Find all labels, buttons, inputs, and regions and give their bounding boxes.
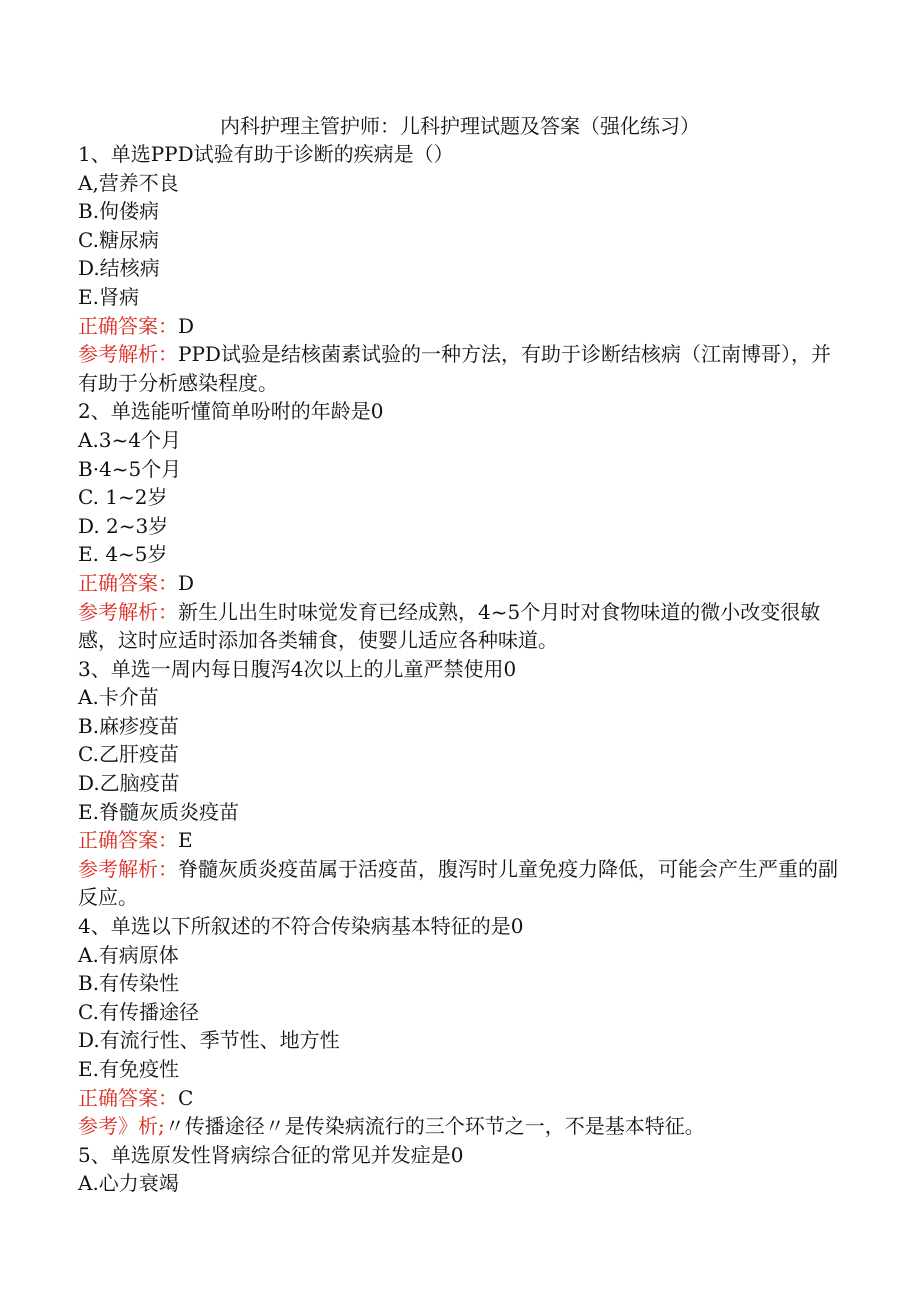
answer-option: A.有病原体 xyxy=(78,942,179,967)
answer-option: E. 4~5岁 xyxy=(78,542,168,567)
question-block xyxy=(78,140,838,397)
question-block xyxy=(78,397,838,654)
document-title: 内科护理主管护师：儿科护理试题及答案（强化练习） xyxy=(220,114,700,138)
question-stem: 4、单选以下所叙述的不符合传染病基本特征的是0 xyxy=(78,914,524,939)
analysis-text: 〃传播途径〃是传染病流行的三个环节之一，不是基本特征。 xyxy=(164,1114,705,1139)
answer-option: D.结核病 xyxy=(78,256,160,281)
answer-option: A.卡介苗 xyxy=(78,685,159,710)
correct-answer xyxy=(78,826,838,855)
answer-option: B.佝偻病 xyxy=(78,199,160,224)
analysis-label: 参考解析： xyxy=(78,599,178,624)
answer-option: D.乙脑疫苗 xyxy=(78,771,180,796)
analysis-text: 新生儿出生时味觉发育已经成熟，4~5个月时对食物味道的微小改变很敏感，这时应适时添加各类辅食，使婴儿适应各种味道。 xyxy=(78,599,821,653)
correct-answer xyxy=(78,1084,838,1113)
analysis-label: 参考解析： xyxy=(78,342,178,367)
answer-option: D. 2~3岁 xyxy=(78,513,169,538)
question-list xyxy=(78,140,838,1198)
correct-answer-label: 正确答案： xyxy=(78,1085,178,1110)
correct-answer-label: 正确答案： xyxy=(78,313,178,338)
correct-answer-value: D xyxy=(178,313,195,338)
question-stem: 5、单选原发性肾病综合征的常见并发症是0 xyxy=(78,1142,464,1167)
answer-option: E.肾病 xyxy=(78,284,139,309)
question-block xyxy=(78,912,838,1141)
answer-option: B·4~5个月 xyxy=(78,456,182,481)
correct-answer-label: 正确答案： xyxy=(78,828,178,853)
question-stem: 2、单选能听懂简单吩咐的年龄是0 xyxy=(78,399,384,424)
answer-option: A.心力衰竭 xyxy=(78,1171,179,1196)
analysis-text: 脊髓灰质炎疫苗属于活疫苗，腹泻时儿童免疫力降低，可能会产生严重的副反应。 xyxy=(78,856,838,910)
question-block xyxy=(78,655,838,912)
answer-option: E.脊髓灰质炎疫苗 xyxy=(78,799,239,824)
answer-option: D.有流行性、季节性、地方性 xyxy=(78,1028,340,1053)
answer-option: E.有免疫性 xyxy=(78,1057,179,1081)
question-stem: 1、单选PPD试验有助于诊断的疾病是（） xyxy=(78,142,454,166)
analysis xyxy=(78,340,838,397)
answer-option: A.3~4个月 xyxy=(78,427,182,452)
correct-answer-value: D xyxy=(178,570,195,595)
answer-option: A,营养不良 xyxy=(78,170,179,195)
question-stem: 3、单选一周内每日腹泻4次以上的儿童严禁使用0 xyxy=(78,656,517,681)
analysis-text: PPD试验是结核菌素试验的一种方法，有助于诊断结核病（江南博哥），并有助于分析感染程度。 xyxy=(78,342,831,395)
analysis xyxy=(78,598,838,655)
analysis-label: 参考解析： xyxy=(78,856,178,881)
answer-option: C.乙肝疫苗 xyxy=(78,742,179,767)
correct-answer xyxy=(78,569,838,598)
answer-option: B.麻疹疫苗 xyxy=(78,713,180,738)
answer-option: B.有传染性 xyxy=(78,971,180,996)
answer-option: C.有传播途径 xyxy=(78,999,199,1024)
answer-option: C. 1~2岁 xyxy=(78,485,168,510)
correct-answer xyxy=(78,312,838,341)
analysis-label: 参考》析; xyxy=(78,1114,165,1139)
correct-answer-label: 正确答案： xyxy=(78,570,178,595)
analysis xyxy=(78,855,838,912)
answer-option: C.糖尿病 xyxy=(78,227,159,252)
correct-answer-value: C xyxy=(178,1085,194,1110)
analysis xyxy=(78,1112,838,1141)
question-block xyxy=(78,1141,838,1198)
correct-answer-value: E xyxy=(178,828,193,853)
